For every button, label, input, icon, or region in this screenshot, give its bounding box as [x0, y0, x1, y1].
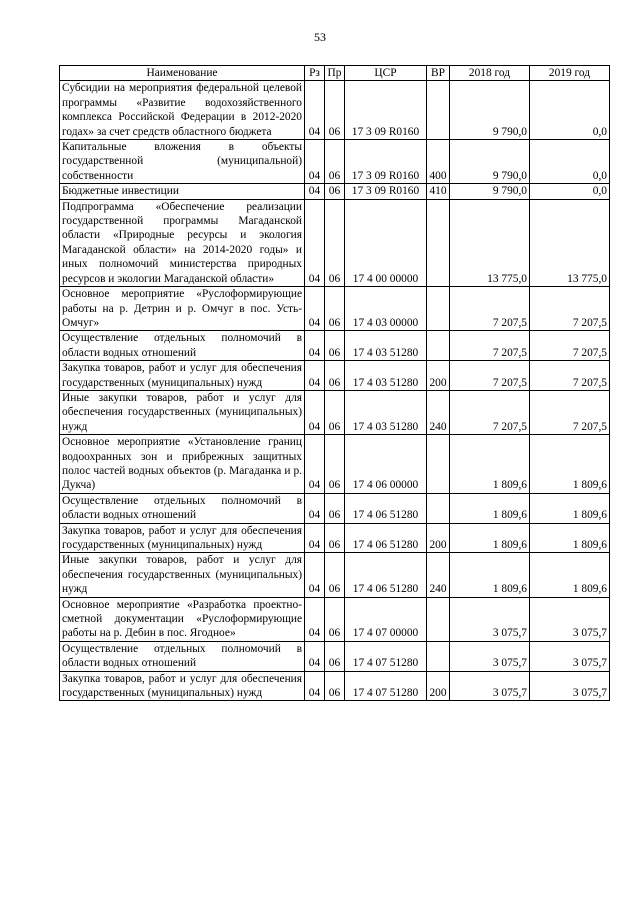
header-2018: 2018 год: [450, 66, 530, 81]
cell-vr: 240: [427, 553, 450, 597]
header-vr: ВР: [427, 66, 450, 81]
cell-pr: 06: [325, 184, 345, 199]
cell-2018: 7 207,5: [450, 390, 530, 434]
header-row: [60, 66, 610, 81]
cell-name: Осуществление отдельных полномочий в области водных отношений: [60, 493, 305, 523]
cell-rz: 04: [305, 597, 325, 641]
cell-rz: 04: [305, 435, 325, 494]
cell-csr: 17 4 03 00000: [345, 287, 427, 331]
cell-name: Основное мероприятие «Руслоформирующие работы на р. Детрин и р. Омчуг в пос. Усть-Омчуг»: [60, 287, 305, 331]
cell-2018: 1 809,6: [450, 493, 530, 523]
cell-name: Основное мероприятие «Разработка проектно-сметной документации «Руслоформирующие работы на р. Дебин в пос. Ягодное»: [60, 597, 305, 641]
cell-csr: 17 4 06 00000: [345, 435, 427, 494]
header-pr: Пр: [325, 66, 345, 81]
cell-rz: 04: [305, 287, 325, 331]
cell-2019: 0,0: [530, 81, 610, 140]
cell-csr: 17 3 09 R0160: [345, 81, 427, 140]
cell-rz: 04: [305, 140, 325, 184]
cell-2019: 13 775,0: [530, 199, 610, 286]
cell-vr: [427, 641, 450, 671]
table-row: [60, 331, 610, 361]
cell-vr: [427, 435, 450, 494]
table-row: [60, 81, 610, 140]
cell-vr: [427, 81, 450, 140]
cell-csr: 17 3 09 R0160: [345, 184, 427, 199]
cell-name: Закупка товаров, работ и услуг для обеспечения государственных (муниципальных) нужд: [60, 671, 305, 701]
cell-rz: 04: [305, 361, 325, 391]
table-row: [60, 184, 610, 199]
cell-vr: 200: [427, 671, 450, 701]
cell-name: Иные закупки товаров, работ и услуг для обеспечения государственных (муниципальных) нужд: [60, 553, 305, 597]
header-2019: 2019 год: [530, 66, 610, 81]
header-name: Наименование: [60, 66, 305, 81]
table-row: [60, 523, 610, 553]
cell-csr: 17 4 07 51280: [345, 641, 427, 671]
cell-pr: 06: [325, 287, 345, 331]
cell-vr: 400: [427, 140, 450, 184]
table-row: [60, 390, 610, 434]
cell-pr: 06: [325, 523, 345, 553]
cell-2019: 3 075,7: [530, 597, 610, 641]
cell-pr: 06: [325, 553, 345, 597]
cell-pr: 06: [325, 140, 345, 184]
table-row: [60, 435, 610, 494]
cell-2019: 0,0: [530, 140, 610, 184]
cell-2019: 0,0: [530, 184, 610, 199]
cell-name: Осуществление отдельных полномочий в области водных отношений: [60, 641, 305, 671]
header-rz: Рз: [305, 66, 325, 81]
cell-name: Капитальные вложения в объекты государственной (муниципальной) собственности: [60, 140, 305, 184]
cell-csr: 17 4 07 51280: [345, 671, 427, 701]
cell-pr: 06: [325, 597, 345, 641]
cell-2018: 1 809,6: [450, 553, 530, 597]
cell-2019: 1 809,6: [530, 435, 610, 494]
cell-vr: 240: [427, 390, 450, 434]
cell-rz: 04: [305, 553, 325, 597]
cell-rz: 04: [305, 493, 325, 523]
table-row: [60, 641, 610, 671]
cell-rz: 04: [305, 81, 325, 140]
table-row: [60, 287, 610, 331]
table-header: [60, 66, 610, 81]
cell-rz: 04: [305, 641, 325, 671]
table-row: [60, 199, 610, 286]
cell-csr: 17 4 00 00000: [345, 199, 427, 286]
cell-2018: 3 075,7: [450, 597, 530, 641]
cell-2018: 3 075,7: [450, 671, 530, 701]
cell-vr: [427, 331, 450, 361]
cell-2019: 7 207,5: [530, 390, 610, 434]
cell-name: Основное мероприятие «Установление границ водоохранных зон и прибрежных защитных полос частей водных объектов (р. Магаданка и р. Дукча): [60, 435, 305, 494]
table-row: [60, 361, 610, 391]
page-number: 53: [314, 30, 326, 44]
cell-2019: 1 809,6: [530, 493, 610, 523]
cell-2018: 3 075,7: [450, 641, 530, 671]
cell-csr: 17 4 07 00000: [345, 597, 427, 641]
cell-vr: 410: [427, 184, 450, 199]
cell-rz: 04: [305, 523, 325, 553]
cell-csr: 17 3 09 R0160: [345, 140, 427, 184]
cell-vr: 200: [427, 361, 450, 391]
cell-name: Закупка товаров, работ и услуг для обеспечения государственных (муниципальных) нужд: [60, 361, 305, 391]
cell-rz: 04: [305, 199, 325, 286]
cell-pr: 06: [325, 199, 345, 286]
cell-name: Подпрограмма «Обеспечение реализации государственной программы Магаданской области «Природные ресурсы и экология Магаданской области» на 2014-2020 годы» и иных полномочий министерства природных ресурсов и экологии Магаданской области»: [60, 199, 305, 286]
table-row: [60, 553, 610, 597]
cell-2018: 9 790,0: [450, 184, 530, 199]
cell-pr: 06: [325, 81, 345, 140]
table-row: [60, 597, 610, 641]
cell-csr: 17 4 03 51280: [345, 390, 427, 434]
cell-pr: 06: [325, 331, 345, 361]
cell-name: Субсидии на мероприятия федеральной целевой программы «Развитие водохозяйственного комплекса Российской Федерации в 2012-2020 годах» за счет средств областного бюджета: [60, 81, 305, 140]
cell-vr: 200: [427, 523, 450, 553]
cell-pr: 06: [325, 390, 345, 434]
cell-2019: 1 809,6: [530, 553, 610, 597]
cell-name: Закупка товаров, работ и услуг для обеспечения государственных (муниципальных) нужд: [60, 523, 305, 553]
cell-pr: 06: [325, 435, 345, 494]
cell-csr: 17 4 06 51280: [345, 493, 427, 523]
cell-2018: 13 775,0: [450, 199, 530, 286]
cell-name: Иные закупки товаров, работ и услуг для обеспечения государственных (муниципальных) нужд: [60, 390, 305, 434]
cell-name: Осуществление отдельных полномочий в области водных отношений: [60, 331, 305, 361]
table-row: [60, 493, 610, 523]
cell-2018: 9 790,0: [450, 140, 530, 184]
cell-rz: 04: [305, 184, 325, 199]
cell-rz: 04: [305, 331, 325, 361]
cell-name: Бюджетные инвестиции: [60, 184, 305, 199]
cell-vr: [427, 199, 450, 286]
cell-csr: 17 4 03 51280: [345, 361, 427, 391]
cell-vr: [427, 493, 450, 523]
cell-2018: 1 809,6: [450, 523, 530, 553]
cell-2019: 7 207,5: [530, 331, 610, 361]
cell-pr: 06: [325, 671, 345, 701]
cell-csr: 17 4 06 51280: [345, 553, 427, 597]
cell-rz: 04: [305, 671, 325, 701]
table-row: [60, 140, 610, 184]
cell-2019: 7 207,5: [530, 287, 610, 331]
table-row: [60, 671, 610, 701]
budget-table: [59, 65, 610, 701]
cell-2019: 1 809,6: [530, 523, 610, 553]
cell-pr: 06: [325, 641, 345, 671]
cell-rz: 04: [305, 390, 325, 434]
cell-2019: 3 075,7: [530, 671, 610, 701]
cell-2018: 7 207,5: [450, 287, 530, 331]
cell-csr: 17 4 03 51280: [345, 331, 427, 361]
cell-pr: 06: [325, 361, 345, 391]
cell-2018: 7 207,5: [450, 361, 530, 391]
table-body: [60, 81, 610, 701]
cell-pr: 06: [325, 493, 345, 523]
cell-csr: 17 4 06 51280: [345, 523, 427, 553]
header-csr: ЦСР: [345, 66, 427, 81]
cell-2018: 1 809,6: [450, 435, 530, 494]
cell-2019: 7 207,5: [530, 361, 610, 391]
cell-vr: [427, 287, 450, 331]
cell-2018: 9 790,0: [450, 81, 530, 140]
cell-2018: 7 207,5: [450, 331, 530, 361]
cell-vr: [427, 597, 450, 641]
cell-2019: 3 075,7: [530, 641, 610, 671]
